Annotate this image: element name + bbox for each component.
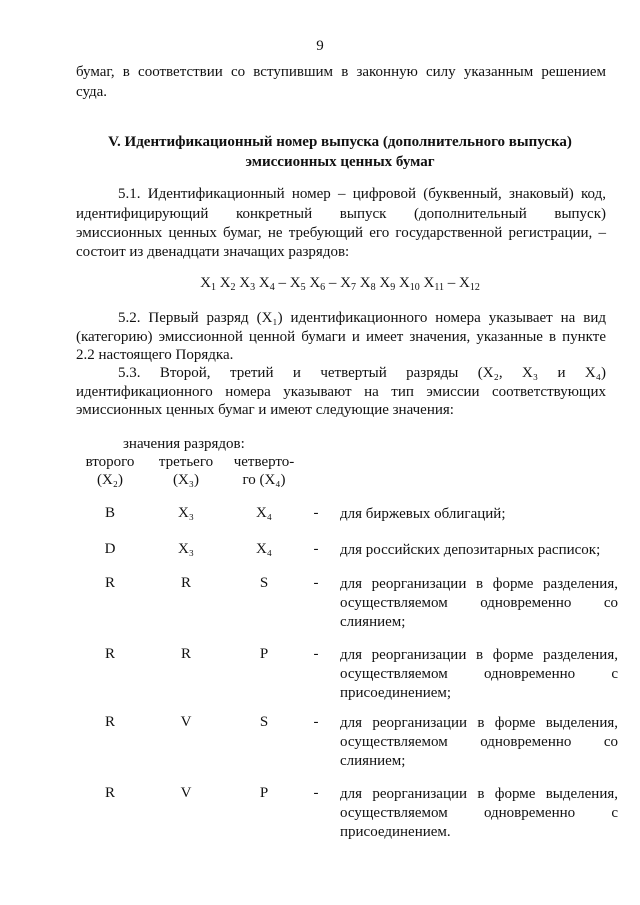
formula-separator: –: [325, 275, 341, 291]
formula-separator: –: [274, 275, 290, 291]
cell-second: R: [104, 785, 115, 801]
dash: -: [313, 541, 319, 557]
formula-digit: $X_{11}$: [419, 275, 445, 293]
description-line: осуществляемом одновременно с: [340, 805, 618, 821]
dash: -: [313, 575, 319, 591]
intro-line: бумаг, в соответствии со вступившим в законную силу указанным решением: [76, 64, 606, 80]
description-line: для российских депозитарных расписок;: [340, 542, 601, 558]
cell-second: R: [104, 646, 115, 662]
cell-third: R: [180, 646, 191, 662]
description-line: для реорганизации в форме выделения,: [340, 715, 618, 731]
formula-digit: $X_{12}$: [459, 275, 480, 293]
paragraph-5-2: 5.2. Первый разряд (X₁) идентификационного номера указывает на вид: [118, 310, 606, 326]
dash: -: [313, 505, 319, 521]
description-line: присоединением;: [340, 685, 452, 701]
paragraph-5-2: (категорию) эмиссионной ценной бумаги и имеет значения, указанные в пункте: [76, 329, 606, 345]
section-title: V. Идентификационный номер выпуска (дополнительного выпуска): [108, 134, 572, 150]
table-caption: значения разрядов:: [123, 436, 245, 452]
description-line: присоединением.: [340, 824, 451, 840]
dash: -: [313, 714, 319, 730]
header-fourth: го (X₄): [242, 472, 286, 488]
description-line: слиянием;: [340, 614, 406, 630]
description-line: для биржевых облигаций;: [340, 506, 506, 522]
description-line: для реорганизации в форме разделения,: [340, 647, 618, 663]
cell-second: R: [104, 714, 115, 730]
paragraph-5-1: 5.1. Идентификационный номер – цифровой (буквенный, знаковый) код,: [118, 186, 606, 202]
formula-digit: $X_3$: [235, 275, 256, 293]
dash: -: [313, 646, 319, 662]
cell-second: D: [104, 541, 116, 557]
description-line: осуществляемом одновременно с: [340, 666, 618, 682]
formula-digit: $X_5$: [289, 275, 306, 293]
row-description: [340, 785, 618, 842]
header-second: второго: [85, 454, 135, 470]
cell-fourth: X₄: [255, 505, 273, 521]
paragraph-5-1: идентифицирующий конкретный выпуск (дополнительный выпуск): [76, 206, 606, 222]
row-description: [340, 575, 618, 632]
header-fourth: четверто-: [233, 454, 295, 470]
cell-third: V: [180, 785, 192, 801]
cell-third: V: [180, 714, 192, 730]
intro-line: суда.: [76, 84, 108, 100]
formula-digit: $X_6$: [305, 275, 326, 293]
formula-digit: $X_7$: [340, 275, 357, 293]
cell-third: X₃: [177, 541, 195, 557]
row-description: [340, 505, 618, 524]
cell-third: X₃: [177, 505, 195, 521]
paragraph-5-1: эмиссионных ценных бумаг, не требующий его государственной регистрации, –: [76, 225, 606, 241]
paragraph-5-3: 5.3. Второй, третий и четвертый разряды (X₂, X₃ и X₄): [118, 365, 606, 381]
paragraph-5-3: эмиссионных ценных бумаг и имеют следующие значения:: [76, 402, 454, 418]
header-second: (X₂): [96, 472, 124, 488]
cell-fourth: S: [259, 575, 269, 591]
row-description: [340, 714, 618, 771]
cell-fourth: P: [259, 785, 269, 801]
identification-number-formula: [0, 275, 640, 292]
description-line: осуществляемом одновременно со: [340, 595, 618, 611]
formula-digit: $X_8$: [356, 275, 376, 293]
formula-digit: $X_1$: [200, 275, 216, 293]
formula-separator: –: [444, 275, 460, 291]
section-title: эмиссионных ценных бумаг: [245, 154, 435, 170]
description-line: осуществляемом одновременно со: [340, 734, 618, 750]
cell-third: R: [180, 575, 191, 591]
header-third: третьего: [158, 454, 214, 470]
paragraph-5-3: идентификационного номера указывают на тип эмиссии соответствующих: [76, 384, 606, 400]
paragraph-5-1: состоит из двенадцати значащих разрядов:: [76, 244, 350, 260]
cell-fourth: S: [259, 714, 269, 730]
formula-digit: $X_9$: [375, 275, 396, 293]
description-line: слиянием;: [340, 753, 406, 769]
description-line: для реорганизации в форме разделения,: [340, 576, 618, 592]
cell-second: R: [104, 575, 115, 591]
header-third: (X₃): [172, 472, 200, 488]
cell-fourth: P: [259, 646, 269, 662]
formula-digit: $X_4$: [255, 275, 275, 293]
cell-second: B: [104, 505, 115, 521]
row-description: [340, 646, 618, 703]
row-description: [340, 541, 618, 560]
dash: -: [313, 785, 319, 801]
formula-digit: $X_{10}$: [395, 275, 420, 293]
page-number: 9: [316, 38, 324, 54]
description-line: для реорганизации в форме выделения,: [340, 786, 618, 802]
paragraph-5-2: 2.2 настоящего Порядка.: [76, 347, 234, 363]
formula-digit: $X_2$: [215, 275, 236, 293]
cell-fourth: X₄: [255, 541, 273, 557]
